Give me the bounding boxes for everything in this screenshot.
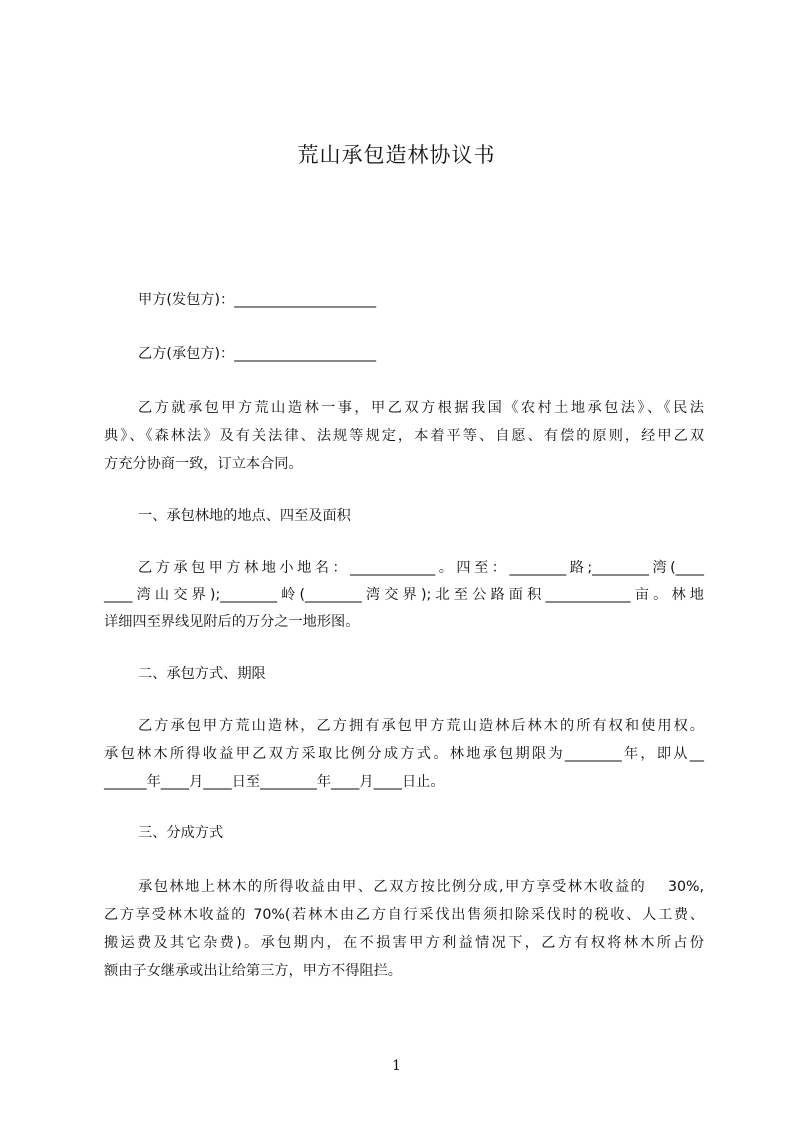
intro-paragraph-line: 乙方就承包甲方荒山造林一事，甲乙双方根据我国《农村土地承包法》、《民法 bbox=[138, 400, 704, 416]
section-paragraph-line: 搬运费及其它杂费)。承包期内，在不损害甲方利益情况下，乙方有权将林木所占份 bbox=[104, 935, 704, 951]
document-title: 荒山承包造林协议书 bbox=[297, 143, 496, 167]
section-paragraph-line: 额由子女继承或出让给第三方，甲方不得阻拦。 bbox=[104, 963, 402, 979]
party-a-line: 甲方(发包方)：____________________ bbox=[138, 292, 377, 308]
section-paragraph-line: 承包林地上林木的所得收益由甲、乙双方按比例分成,甲方享受林木收益的 30%, bbox=[138, 879, 704, 895]
section-paragraph-line: 乙方承包甲方林地小地名：____________。四至：________路;________湾(____ bbox=[138, 560, 704, 576]
party-b-line: 乙方(承包方)：____________________ bbox=[138, 346, 377, 362]
section-paragraph-line: 乙方承包甲方荒山造林，乙方拥有承包甲方荒山造林后林木的所有权和使用权。 bbox=[138, 718, 704, 734]
intro-paragraph-line: 方充分协商一致，订立本合同。 bbox=[104, 456, 303, 472]
section-paragraph-line: ____湾山交界);________岭(________湾交界);北至公路面积____________亩。林地 bbox=[104, 587, 704, 603]
section-paragraph-line: 承包林木所得收益甲乙双方采取比例分成方式。林地承包期限为________年，即从__ bbox=[104, 746, 704, 762]
intro-paragraph-line: 典》、《森林法》及有关法律、法规等规定，本着平等、自愿、有偿的原则，经甲乙双 bbox=[104, 428, 704, 444]
section-heading: 一、承包林地的地点、四至及面积 bbox=[138, 508, 351, 524]
page-number: 1 bbox=[392, 1058, 401, 1074]
section-heading: 三、分成方式 bbox=[138, 825, 224, 841]
section-paragraph-line: ______年____月____日至________年____月____日止。 bbox=[104, 774, 445, 790]
section-paragraph-line: 乙方享受林木收益的 70%(若林木由乙方自行采伐出售须扣除采伐时的税收、人工费、 bbox=[104, 907, 704, 923]
section-heading: 二、承包方式、期限 bbox=[138, 666, 266, 682]
section-paragraph-line: 详细四至界线见附后的万分之一地形图。 bbox=[104, 614, 360, 630]
